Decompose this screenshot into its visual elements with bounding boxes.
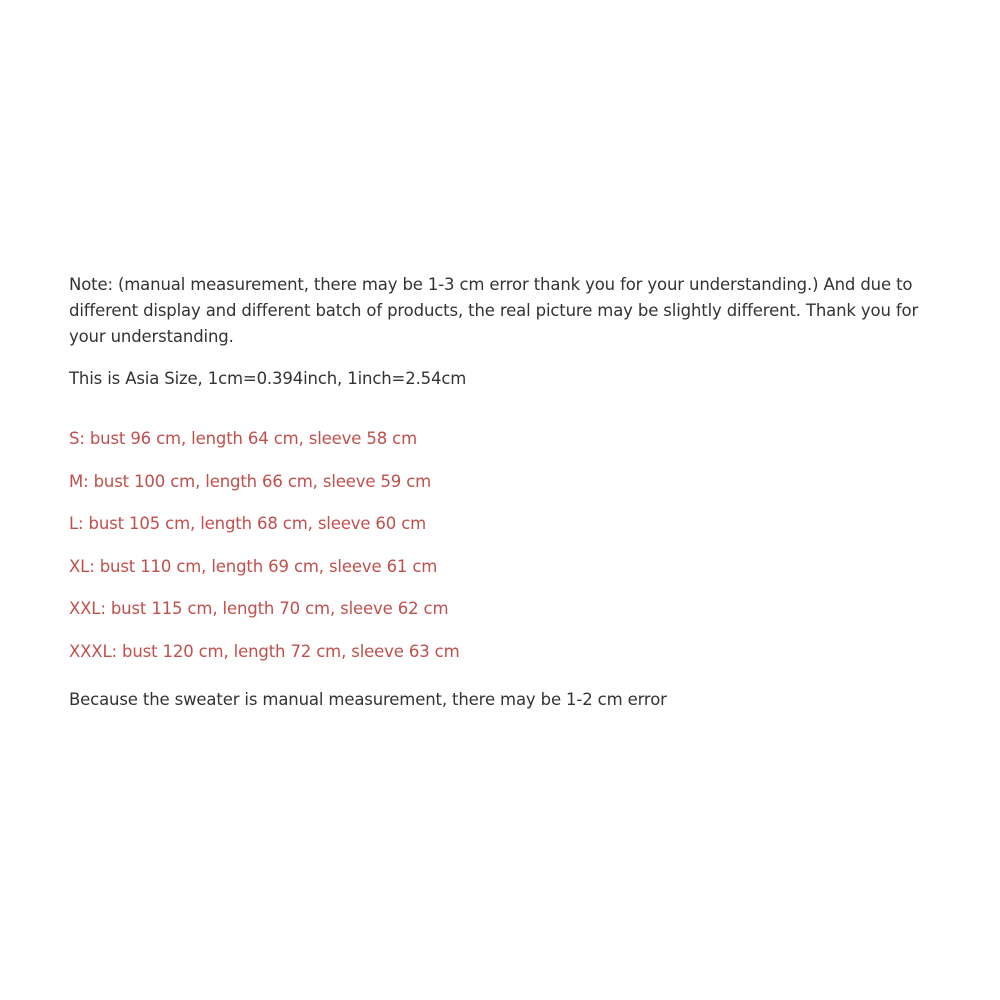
measurement-note: Note: (manual measurement, there may be 1-3 cm error thank you for your understanding.) And due to different display and different batch of products, the real picture may be slightly different. Thank you for your understanding. [69,275,919,346]
size-item-m: M: bust 100 cm, length 66 cm, sleeve 59 cm [69,471,432,491]
size-item-xl: XL: bust 110 cm, length 69 cm, sleeve 61 cm [69,556,438,576]
size-chart-document [69,272,959,713]
size-item-s: S: bust 96 cm, length 64 cm, sleeve 58 cm [69,429,417,448]
size-item-xxxl: XXXL: bust 120 cm, length 72 cm, sleeve 63 cm [69,641,460,661]
asia-size-note: This is Asia Size, 1cm=0.394inch, 1inch=2.54cm [69,369,467,388]
size-list [69,426,959,665]
size-item-l: L: bust 105 cm, length 68 cm, sleeve 60 cm [69,514,427,533]
sweater-error-note: Because the sweater is manual measurement, there may be 1-2 cm error [69,689,667,709]
size-item-xxl: XXL: bust 115 cm, length 70 cm, sleeve 62 cm [69,599,449,618]
